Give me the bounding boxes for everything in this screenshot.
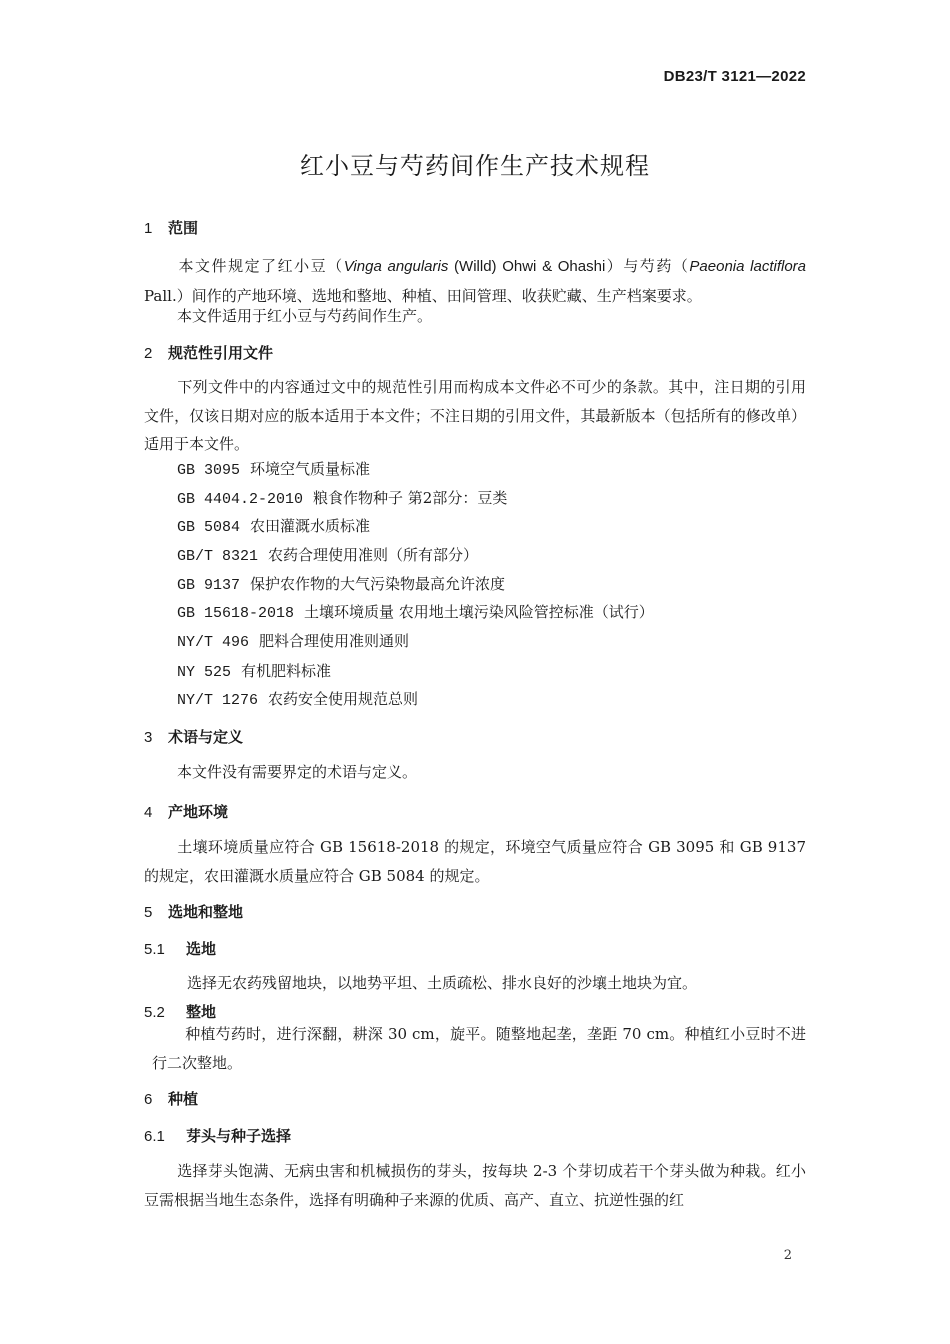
page-number: 2 [783,1248,792,1263]
section-6-1-paragraph: 选择芽头饱满、无病虫害和机械损伤的芽头，按每块 2-3 个芽切成若干个芽头做为种栽。红小豆需根据当地生态条件，选择有明确种子来源的优质、高产、直立、抗逆性强的红 [144,1162,806,1209]
section-6-heading: 6 种植 [144,1090,199,1108]
latin-name-adzuki: Vinga angularis [343,258,449,275]
section-1-heading [144,217,198,238]
section-5-1-heading: 5.1 选地 [144,940,217,958]
reference-item: GB 5084 农田灌溉水质标准 [177,517,371,536]
section-6-1-heading: 6.1 芽头与种子选择 [144,1127,292,1145]
reference-item: GB 3095 环境空气质量标准 [177,460,371,479]
document-title: 红小豆与芍药间作生产技术规程 [300,152,650,180]
section-4-heading: 4 产地环境 [144,803,229,821]
reference-item: GB 9137 保护农作物的大气污染物最高允许浓度 [177,575,506,594]
reference-item: NY/T 496 肥料合理使用准则通则 [177,632,410,651]
section-number: 1 [144,220,153,237]
section-5-1-paragraph: 选择无农药残留地块，以地势平坦、土质疏松、排水良好的沙壤土地块为宜。 [187,974,698,992]
reference-item: GB 4404.2-2010 粮食作物种子 第2部分：豆类 [177,489,508,508]
section-2-paragraph-1: 下列文件中的内容通过文中的规范性引用而构成本文件必不可少的条款。其中，注日期的引用文件，仅该日期对应的版本适用于本文件；不注日期的引用文件，其最新版本（包括所有的修改单）适用于本文件。 [144,378,806,453]
reference-item: NY/T 1276 农药安全使用规范总则 [177,690,419,709]
section-3-heading: 3 术语与定义 [144,728,244,746]
section-1-paragraph-2: 本文件适用于红小豆与芍药间作生产。 [177,307,433,325]
section-5-2-paragraph: 种植芍药时，进行深翻，耕深 30 cm，旋平。随整地起垄，垄距 70 cm。种植红小豆时不进行二次整地。 [152,1025,806,1072]
section-3-paragraph-1: 本文件没有需要界定的术语与定义。 [177,763,418,781]
latin-name-peony: Paeonia lactiflora [689,258,806,275]
section-title: 范围 [168,219,199,237]
standard-number: DB23/T 3121—2022 [663,68,806,85]
reference-item: NY 525 有机肥料标准 [177,662,332,681]
reference-item: GB 15618-2018 土壤环境质量 农用地土壤污染风险管控标准（试行） [177,603,654,622]
section-2-heading: 2 规范性引用文件 [144,344,274,362]
section-1-paragraph-1: 本文件规定了红小豆（Vinga angularis (Willd) Ohwi & Ohashi）与芍药（Paeonia lactiflora Pall.）间作的产地环境、选地和整地、种植、田间管理、收获贮藏、生产档案要求。 [144,257,806,305]
section-4-paragraph-1: 土壤环境质量应符合 GB 15618-2018 的规定，环境空气质量应符合 GB 3095 和 GB 9137 的规定，农田灌溉水质量应符合 GB 5084 的规定。 [144,838,806,885]
section-5-2-heading: 5.2 整地 [144,1003,217,1021]
reference-item: GB/T 8321 农药合理使用准则（所有部分） [177,546,479,565]
section-5-heading: 5 选地和整地 [144,903,244,921]
